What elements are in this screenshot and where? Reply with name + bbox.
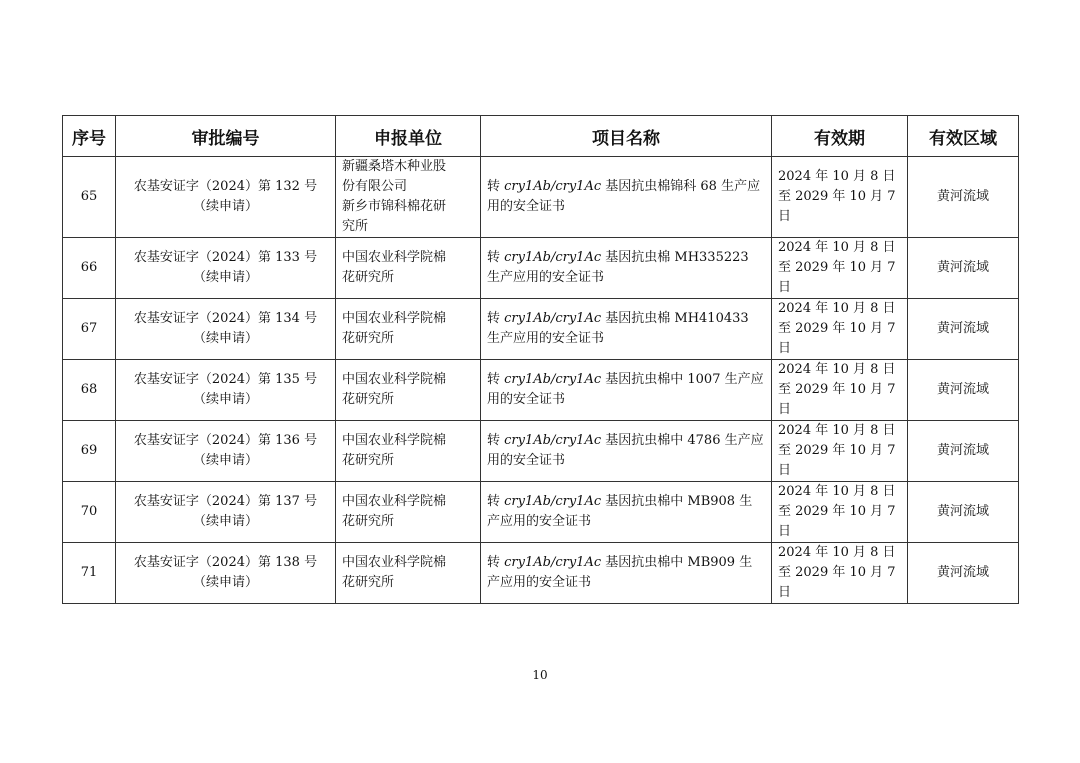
row-validity	[772, 238, 908, 299]
table-row	[63, 543, 1019, 604]
unit-line: 中国农业科学院棉	[342, 555, 447, 570]
date-line: 至 2029 年 10 月 7	[778, 189, 896, 204]
date-line: 至 2029 年 10 月 7	[778, 443, 896, 458]
date-line: 日	[778, 341, 792, 356]
code-renewal: （续申请）	[192, 270, 258, 285]
unit-line: 花研究所	[342, 575, 395, 590]
table-row	[63, 238, 1019, 299]
row-code	[116, 157, 336, 238]
header-code: 审批编号	[116, 116, 336, 157]
row-num: 71	[63, 543, 116, 604]
row-validity	[772, 421, 908, 482]
date-line: 至 2029 年 10 月 7	[778, 260, 896, 275]
header-validity: 有效期	[772, 116, 908, 157]
date-line: 至 2029 年 10 月 7	[778, 565, 896, 580]
code-line: 农基安证字（2024）第 135 号	[133, 372, 318, 387]
table-row	[63, 299, 1019, 360]
row-unit	[336, 157, 481, 238]
row-region: 黄河流域	[908, 299, 1019, 360]
name-prefix: 转	[487, 372, 505, 387]
row-code	[116, 482, 336, 543]
date-line: 日	[778, 585, 792, 600]
row-validity	[772, 157, 908, 238]
code-renewal: （续申请）	[192, 199, 258, 214]
name-suffix: 基因抗虫棉 MH410433 生产应用的安全证书	[487, 311, 749, 346]
unit-line: 花研究所	[342, 392, 395, 407]
unit-line: 中国农业科学院棉	[342, 250, 447, 265]
header-num: 序号	[63, 116, 116, 157]
code-renewal: （续申请）	[192, 331, 258, 346]
unit-line: 花研究所	[342, 453, 395, 468]
gene-name: cry1Ab/cry1Ac	[504, 494, 602, 509]
row-project-name	[481, 238, 772, 299]
row-validity	[772, 360, 908, 421]
row-code	[116, 238, 336, 299]
code-renewal: （续申请）	[192, 514, 258, 529]
row-region: 黄河流域	[908, 543, 1019, 604]
name-prefix: 转	[487, 494, 505, 509]
header-name: 项目名称	[481, 116, 772, 157]
row-region: 黄河流域	[908, 421, 1019, 482]
name-suffix: 基因抗虫棉锦科 68 生产应用的安全证书	[487, 179, 761, 214]
table-row	[63, 482, 1019, 543]
code-renewal: （续申请）	[192, 453, 258, 468]
date-line: 2024 年 10 月 8 日	[778, 362, 896, 377]
row-validity	[772, 482, 908, 543]
row-project-name	[481, 482, 772, 543]
approval-table	[62, 115, 1019, 604]
date-line: 日	[778, 524, 792, 539]
unit-line: 份有限公司	[342, 179, 408, 194]
row-unit	[336, 421, 481, 482]
code-line: 农基安证字（2024）第 136 号	[133, 433, 318, 448]
date-line: 至 2029 年 10 月 7	[778, 321, 896, 336]
name-prefix: 转	[487, 433, 505, 448]
unit-line: 中国农业科学院棉	[342, 494, 447, 509]
date-line: 2024 年 10 月 8 日	[778, 423, 896, 438]
table-row	[63, 157, 1019, 238]
row-unit	[336, 482, 481, 543]
name-prefix: 转	[487, 311, 505, 326]
header-row	[63, 116, 1019, 157]
unit-line: 中国农业科学院棉	[342, 372, 447, 387]
date-line: 至 2029 年 10 月 7	[778, 504, 896, 519]
date-line: 2024 年 10 月 8 日	[778, 301, 896, 316]
row-code	[116, 421, 336, 482]
code-line: 农基安证字（2024）第 138 号	[133, 555, 318, 570]
row-region: 黄河流域	[908, 482, 1019, 543]
unit-line: 究所	[342, 219, 369, 234]
row-num: 68	[63, 360, 116, 421]
date-line: 日	[778, 463, 792, 478]
name-suffix: 基因抗虫棉中 4786 生产应用的安全证书	[487, 433, 764, 468]
unit-line: 花研究所	[342, 270, 395, 285]
name-prefix: 转	[487, 555, 505, 570]
row-code	[116, 299, 336, 360]
unit-line: 花研究所	[342, 331, 395, 346]
date-line: 2024 年 10 月 8 日	[778, 484, 896, 499]
row-project-name	[481, 421, 772, 482]
row-project-name	[481, 157, 772, 238]
header-region: 有效区域	[908, 116, 1019, 157]
row-project-name	[481, 299, 772, 360]
date-line: 2024 年 10 月 8 日	[778, 169, 896, 184]
row-num: 70	[63, 482, 116, 543]
row-num: 65	[63, 157, 116, 238]
row-unit	[336, 238, 481, 299]
gene-name: cry1Ab/cry1Ac	[504, 179, 602, 194]
row-region: 黄河流域	[908, 360, 1019, 421]
code-line: 农基安证字（2024）第 133 号	[133, 250, 318, 265]
gene-name: cry1Ab/cry1Ac	[504, 433, 602, 448]
row-region: 黄河流域	[908, 238, 1019, 299]
unit-line: 花研究所	[342, 514, 395, 529]
row-unit	[336, 360, 481, 421]
row-validity	[772, 299, 908, 360]
code-line: 农基安证字（2024）第 137 号	[133, 494, 318, 509]
row-project-name	[481, 360, 772, 421]
row-project-name	[481, 543, 772, 604]
gene-name: cry1Ab/cry1Ac	[504, 372, 602, 387]
header-unit: 申报单位	[336, 116, 481, 157]
row-code	[116, 360, 336, 421]
date-line: 日	[778, 280, 792, 295]
table-row	[63, 360, 1019, 421]
code-renewal: （续申请）	[192, 392, 258, 407]
row-num: 66	[63, 238, 116, 299]
gene-name: cry1Ab/cry1Ac	[504, 311, 602, 326]
row-unit	[336, 543, 481, 604]
row-validity	[772, 543, 908, 604]
name-suffix: 基因抗虫棉中 MB909 生产应用的安全证书	[487, 555, 753, 590]
page-number: 10	[532, 668, 548, 682]
row-unit	[336, 299, 481, 360]
unit-line: 新乡市锦科棉花研	[342, 199, 447, 214]
unit-line: 中国农业科学院棉	[342, 433, 447, 448]
date-line: 日	[778, 402, 792, 417]
gene-name: cry1Ab/cry1Ac	[504, 555, 602, 570]
row-region: 黄河流域	[908, 157, 1019, 238]
date-line: 2024 年 10 月 8 日	[778, 545, 896, 560]
date-line: 日	[778, 209, 792, 224]
table-row	[63, 421, 1019, 482]
name-suffix: 基因抗虫棉中 MB908 生产应用的安全证书	[487, 494, 753, 529]
row-code	[116, 543, 336, 604]
code-renewal: （续申请）	[192, 575, 258, 590]
row-num: 67	[63, 299, 116, 360]
name-suffix: 基因抗虫棉中 1007 生产应用的安全证书	[487, 372, 764, 407]
date-line: 至 2029 年 10 月 7	[778, 382, 896, 397]
row-num: 69	[63, 421, 116, 482]
code-line: 农基安证字（2024）第 134 号	[133, 311, 318, 326]
name-prefix: 转	[487, 250, 505, 265]
gene-name: cry1Ab/cry1Ac	[504, 250, 602, 265]
code-line: 农基安证字（2024）第 132 号	[133, 179, 318, 194]
unit-line: 新疆桑塔木种业股	[342, 159, 447, 174]
name-prefix: 转	[487, 179, 505, 194]
name-suffix: 基因抗虫棉 MH335223 生产应用的安全证书	[487, 250, 749, 285]
unit-line: 中国农业科学院棉	[342, 311, 447, 326]
date-line: 2024 年 10 月 8 日	[778, 240, 896, 255]
